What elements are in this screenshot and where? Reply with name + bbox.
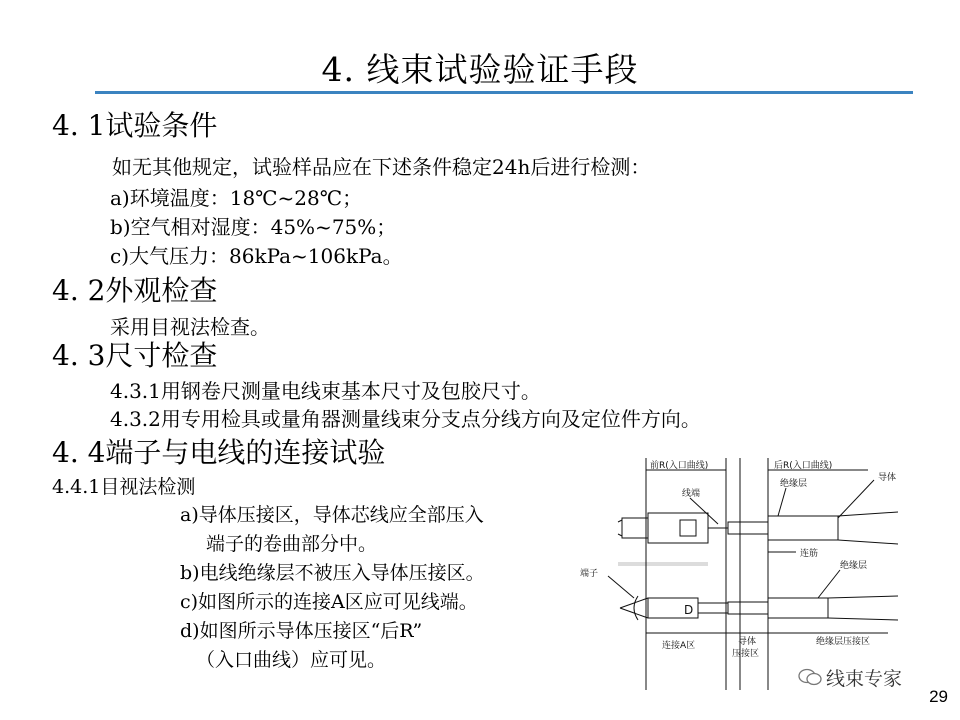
label-conductor: 导体	[878, 473, 897, 483]
visual-check-line: 端子的卷曲部分中。	[206, 533, 378, 555]
visual-check-line: c)如图所示的连接A区应可见线端。	[180, 591, 478, 613]
page-title: 4. 线束试验验证手段	[321, 50, 639, 89]
dimension-item-1: 4.3.1用钢卷尺测量电线束基本尺寸及包胶尺寸。	[110, 379, 541, 403]
condition-item-humidity: b)空气相对湿度：45%~75%；	[110, 215, 397, 239]
label-wire-end: 线端	[682, 489, 701, 499]
condition-item-temperature: a)环境温度：18℃~28℃；	[110, 186, 363, 210]
title-divider	[95, 91, 913, 94]
label-insulation-crimp-zone: 绝缘层压接区	[816, 637, 871, 647]
section-4-1-intro: 如无其他规定，试验样品应在下述条件稳定24h后进行检测：	[112, 155, 651, 179]
page-number: 29	[929, 687, 948, 706]
label-crimp-zone-2: 压接区	[732, 649, 760, 659]
visual-check-line: （入口曲线）应可见。	[196, 649, 387, 671]
section-4-4-heading: 4. 4端子与电线的连接试验	[52, 436, 386, 469]
label-insulation-top: 绝缘层	[780, 479, 808, 489]
visual-check-line: d)如图所示导体压接区“后R”	[180, 620, 423, 642]
label-zone-a: 连接A区	[662, 641, 696, 651]
dimension-item-2: 4.3.2用专用检具或量角器测量线束分支点分线方向及定位件方向。	[110, 407, 701, 431]
label-insulation-right: 绝缘层	[840, 561, 868, 571]
section-4-2-text: 采用目视法检查。	[110, 315, 270, 339]
section-4-3-heading: 4. 3尺寸检查	[52, 339, 218, 372]
label-crimp-zone-1: 导体	[738, 637, 757, 647]
section-4-2-heading: 4. 2外观检查	[52, 274, 218, 307]
section-4-1-heading: 4. 1试验条件	[52, 109, 218, 142]
visual-check-line: a)导体压接区，导体芯线应全部压入	[180, 504, 484, 526]
visual-check-line: b)电线绝缘层不被压入导体压接区。	[180, 562, 485, 584]
label-rear-r: 后R(入口曲线)	[774, 461, 833, 471]
subsection-4-4-1: 4.4.1目视法检测	[52, 476, 196, 498]
watermark-text: 线束专家	[826, 669, 903, 690]
label-terminal: 端子	[580, 569, 599, 579]
condition-item-pressure: c)大气压力：86kPa~106kPa。	[110, 244, 403, 268]
label-letter-d: D	[684, 603, 694, 617]
wechat-icon	[798, 668, 822, 686]
label-bridge: 连筋	[800, 549, 819, 559]
crimp-terminal-diagram	[578, 458, 908, 690]
label-front-r: 前R(入口曲线)	[650, 461, 709, 471]
